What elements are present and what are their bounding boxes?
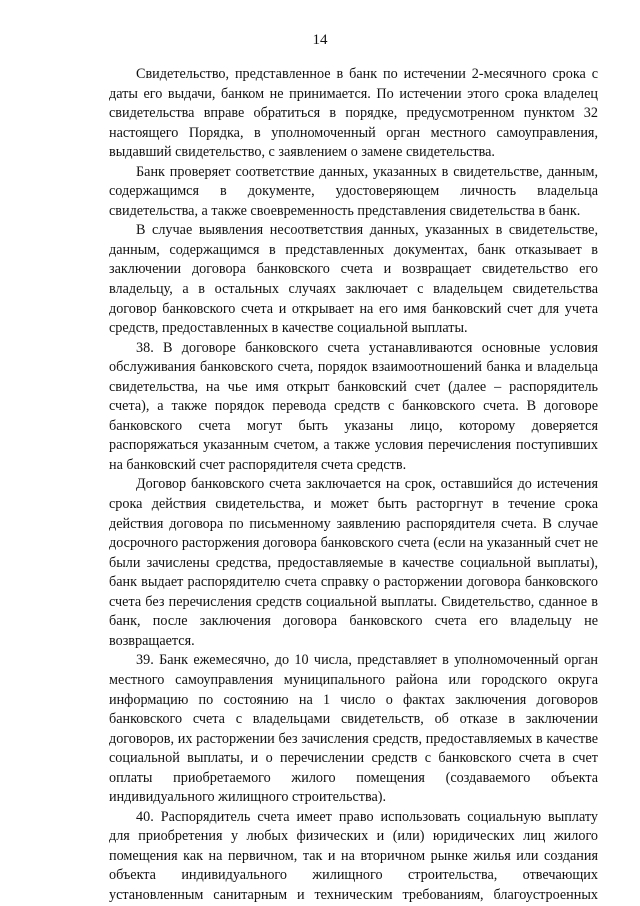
paragraph-data-mismatch: В случае выявления несоответствия данных, указанных в свидетельстве, данным, содержащимся в представленных документах, банк отказывает в заключении договора банковского счета и возвращает свидетельство его владельцу, а в остальных случаях заключает с владельцем свидетельства договор банковского счета и открывает на его имя банковский счет для учета средств, предоставленных в качестве социальной выплаты. [109, 222, 598, 337]
paragraph-item-38: 38. В договоре банковского счета устанавливаются основные условия обслуживания банковского счета, порядок взаимоотношений банка и владельца свидетельства, на чье имя открыт банковский счет (далее – распорядитель счета), а также порядок перевода средств с банковского счета. В договоре банковского счета могут быть указаны лицо, которому доверяется распоряжаться указанным счетом, а также условия перечисления поступивших на банковский счет распорядителя счета средств. [109, 339, 598, 473]
paragraph-contract-term: Договор банковского счета заключается на срок, оставшийся до истечения срока действия свидетельства, и может быть расторгнут в течение срока действия договора по письменному заявлению распорядителя счета. В случае досрочного расторжения договора банковского счета (если на указанный счет не были зачислены средства, предоставляемые в качестве социальной выплаты), банк выдает распорядителю счета справку о расторжении договора банковского счета без перечисления средств социальной выплаты. Свидетельство, сданное в банк, после заключения договора банковского счета его владельцу не возвращается. [109, 476, 598, 649]
paragraph-certificate-expiry: Свидетельство, представленное в банк по истечении 2-месячного срока с даты его выдачи, банком не принимается. По истечении этого срока владелец свидетельства вправе обратиться в порядке, предусмотренном пунктом 32 настоящего Порядка, в уполномоченный орган местного самоуправления, выдавший свидетельство, с заявлением о замене свидетельства. [109, 66, 598, 161]
paragraph-item-40: 40. Распорядитель счета имеет право использовать социальную выплату для приобретения у любых физических и (или) юридических лиц жилого помещения как на первичном, так и на вторичном рынке жилья или создания объекта индивидуального жилищного строительства, отвечающих установленным санитарным и техническим требованиям, благоустроенных [109, 808, 598, 903]
page-number: 14 [312, 32, 328, 48]
paragraph-item-39: 39. Банк ежемесячно, до 10 числа, представляет в уполномоченный орган местного самоуправления муниципального района или городского округа информацию по состоянию на 1 число о фактах заключения договоров банковского счета с владельцами свидетельств, об отказе в заключении договоров, их расторжении без зачисления средств, предоставляемых в качестве социальной выплаты, и о перечислении средств с банковского счета в счет оплаты приобретаемого жилого помещения (создаваемого объекта индивидуального жилищного строительства). [109, 652, 598, 806]
paragraph-bank-verification: Банк проверяет соответствие данных, указанных в свидетельстве, данным, содержащимся в документе, удостоверяющем личность владельца свидетельства, а также своевременность представления свидетельства в банк. [109, 163, 598, 219]
body-text [109, 65, 598, 906]
